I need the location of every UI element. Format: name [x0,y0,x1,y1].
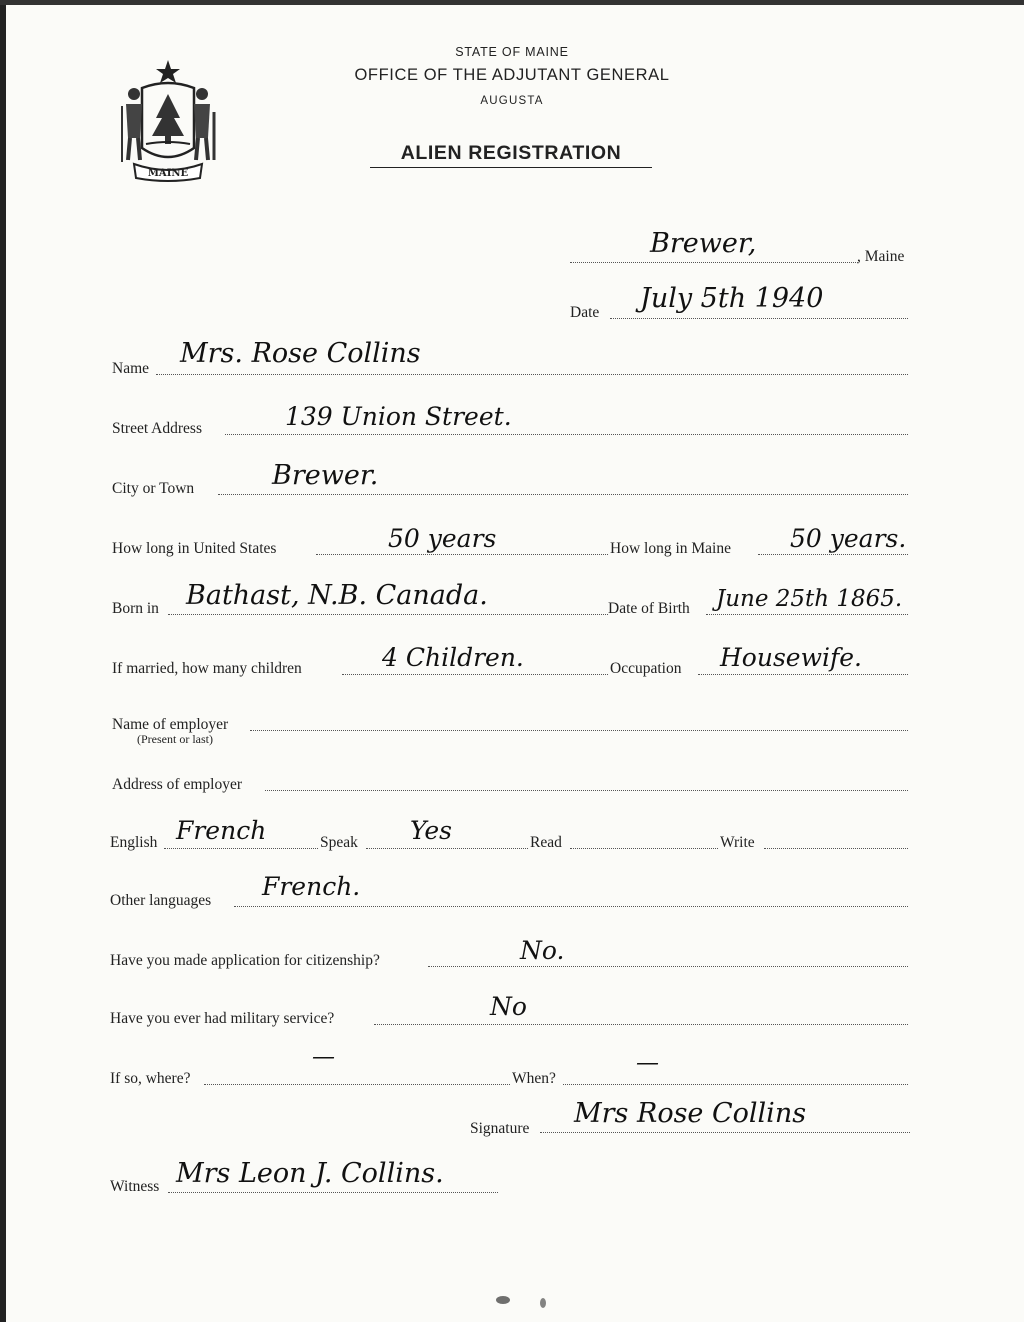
date-line [610,318,908,319]
us-time-line [316,554,608,555]
name-label: Name [112,360,150,377]
employer-name-label: Name of employer [112,716,229,733]
signature-line [540,1132,910,1133]
occupation-value[interactable]: Housewife. [720,643,862,672]
us-time-label: How long in United States [112,540,277,557]
maine-time-line [758,554,908,555]
signature-label: Signature [470,1120,530,1137]
maine-time-label: How long in Maine [610,540,731,557]
other-languages-label: Other languages [110,892,212,909]
witness-label: Witness [110,1178,160,1195]
english-label: English [110,834,158,851]
speak-line [366,848,528,849]
street-line [225,434,908,435]
maine-state-seal-icon [112,56,224,184]
city-label: City or Town [112,480,195,497]
english-line [164,848,318,849]
children-label: If married, how many children [112,660,302,677]
military-value[interactable]: No [490,992,527,1021]
town-label: , Maine [857,248,905,265]
svg-text:MAINE: MAINE [147,168,189,179]
children-value[interactable]: 4 Children. [382,643,524,672]
speak-value[interactable]: Yes [410,816,452,845]
occupation-line [698,674,908,675]
date-label: Date [570,304,600,321]
citizenship-value[interactable]: No. [520,936,565,965]
city-line [218,494,908,495]
write-line[interactable] [764,848,908,849]
where-value[interactable]: — [312,1044,335,1070]
military-line [374,1024,908,1025]
name-value[interactable]: Mrs. Rose Collins [180,338,421,369]
town-value[interactable]: Brewer, [650,228,757,259]
military-label: Have you ever had military service? [110,1010,335,1027]
citizenship-line [428,966,908,967]
when-value[interactable]: — [636,1050,659,1076]
dob-line [706,614,908,615]
scan-speck [496,1296,510,1304]
english-value[interactable]: French [176,816,267,845]
where-label: If so, where? [110,1070,191,1087]
city-value[interactable]: Brewer. [272,460,379,491]
header-office: OFFICE OF THE ADJUTANT GENERAL [354,66,670,84]
us-time-value[interactable]: 50 years [388,524,497,553]
when-line [563,1084,908,1085]
occupation-label: Occupation [610,660,682,677]
born-label: Born in [112,600,159,617]
street-value[interactable]: 139 Union Street. [285,402,512,431]
header-state: STATE OF MAINE [455,45,569,59]
write-label: Write [720,834,755,851]
read-line[interactable] [570,848,718,849]
witness-value[interactable]: Mrs Leon J. Collins. [176,1158,444,1189]
born-line [168,614,608,615]
citizenship-label: Have you made application for citizenship? [110,952,380,969]
born-value[interactable]: Bathast, N.B. Canada. [186,580,488,611]
town-line [570,262,858,263]
scan-speck [540,1298,546,1308]
read-label: Read [530,834,562,851]
speak-label: Speak [320,834,358,851]
dob-label: Date of Birth [608,600,690,617]
form-title: ALIEN REGISTRATION [370,142,652,168]
dob-value[interactable]: June 25th 1865. [716,586,903,612]
employer-address-line[interactable] [265,790,908,791]
witness-line [168,1192,498,1193]
header-city: AUGUSTA [480,95,544,107]
where-line [204,1084,510,1085]
other-languages-line [234,906,908,907]
when-label: When? [512,1070,556,1087]
employer-address-label: Address of employer [112,776,242,793]
date-value[interactable]: July 5th 1940 [640,283,824,314]
maine-time-value[interactable]: 50 years. [790,524,907,553]
name-line [156,374,908,375]
signature-value[interactable]: Mrs Rose Collins [574,1098,807,1129]
children-line [342,674,608,675]
employer-name-sublabel: (Present or last) [137,732,213,746]
street-label: Street Address [112,420,202,437]
other-languages-value[interactable]: French. [262,872,361,901]
employer-name-line[interactable] [250,730,908,731]
